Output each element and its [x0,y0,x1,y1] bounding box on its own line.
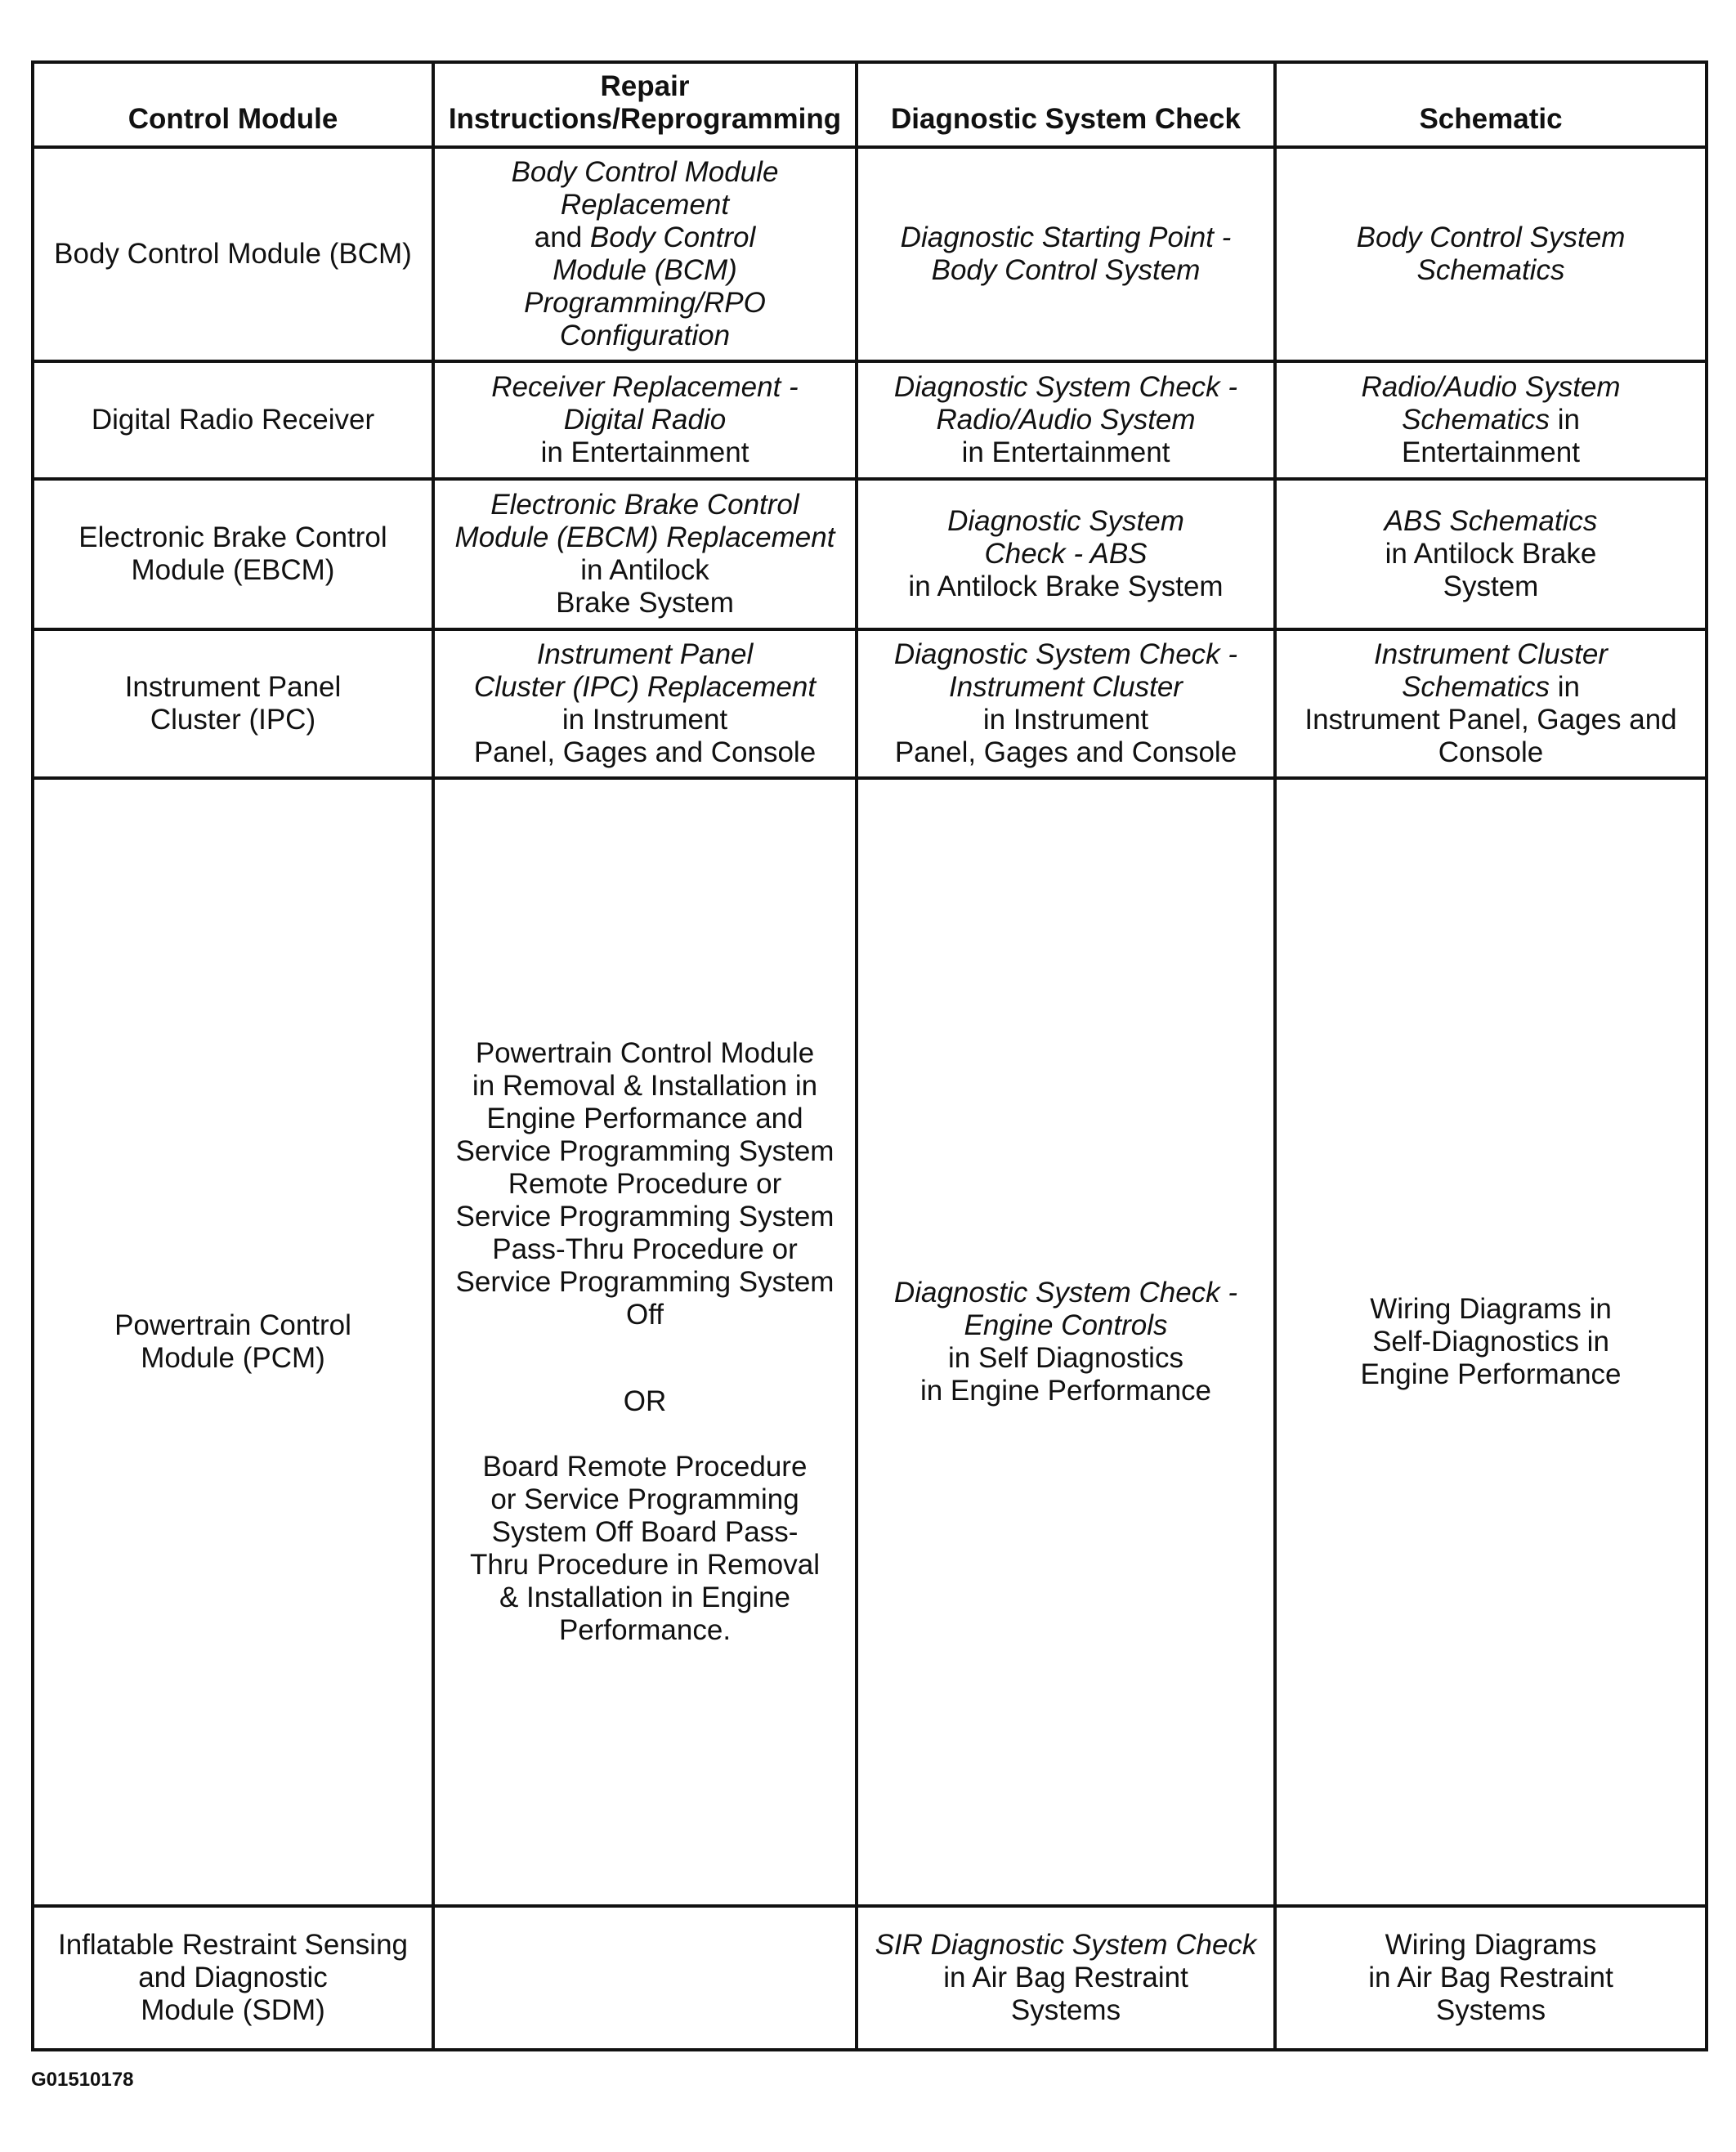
cell-diag [857,147,1275,361]
cell-module [33,361,433,479]
cell-text-line [446,371,843,404]
reference-text: Diagnostic System Check - [893,371,1238,403]
cell-text-line [870,1962,1262,1994]
module-name-line: Powertrain Control [114,1309,351,1341]
plain-text: OR [623,1385,667,1417]
plain-text: in Antilock Brake System [908,570,1224,602]
reference-text: Module (EBCM) Replacement [454,521,835,553]
reference-text: SIR Diagnostic System Check [875,1929,1257,1961]
cell-text-line [446,156,843,189]
cell-text-line [446,1103,843,1135]
cell-text-line [446,521,843,554]
cell-text-line [870,436,1262,469]
cell-text-line [446,221,843,254]
cell-schematic [1275,147,1707,361]
header-control-module: Control Module [33,62,433,147]
reference-text: Body Control Module [511,156,779,188]
reference-text: Cluster (IPC) Replacement [473,671,817,703]
plain-text: Self-Diagnostics in [1372,1326,1609,1358]
plain-text: and [534,221,590,253]
cell-diag [857,1906,1275,2050]
cell-repair [433,778,857,1906]
cell-text-line [446,1614,843,1647]
plain-text: Remote Procedure or [508,1168,782,1200]
plain-text: Brake System [556,587,734,619]
cell-text-line [1288,638,1693,671]
cell-text-line [446,1385,843,1418]
cell-text-line [446,1070,843,1103]
cell-text-line [1288,254,1693,287]
cell-diag [857,629,1275,778]
cell-text-line [870,1342,1262,1375]
module-name-line: Module (PCM) [141,1342,325,1374]
cell-repair [433,361,857,479]
cell-module [33,1906,433,2050]
plain-text: Entertainment [1402,436,1580,468]
reference-text: Diagnostic System Check - [893,1277,1238,1309]
cell-text-line [1288,538,1693,570]
table-row [33,147,1707,361]
cell-text-line [446,1266,843,1299]
module-name-line: Instrument Panel [124,671,342,703]
cell-text-line [446,320,843,352]
reference-text: Configuration [559,320,731,351]
cell-text-line [446,436,843,469]
plain-text: Thru Procedure in Removal [470,1549,820,1581]
cell-text-line [446,1483,843,1516]
cell-text-line [446,1582,843,1614]
plain-text: Console [1438,736,1544,768]
cell-text-line [446,1201,843,1233]
cell-text-line [1288,436,1693,469]
cell-text-line [870,638,1262,671]
table-row [33,629,1707,778]
plain-text: Service Programming System [455,1266,834,1298]
table-row [33,479,1707,629]
header-row [33,62,1707,147]
cell-text-line [870,221,1262,254]
cell-text-line [1288,404,1693,436]
cell-schematic [1275,479,1707,629]
module-name-line: Inflatable Restraint Sensing [57,1929,409,1961]
cell-text-line [446,587,843,620]
reference-text: Instrument Cluster [1374,638,1608,670]
table-row [33,778,1707,1906]
plain-text: in Entertainment [540,436,749,468]
figure-id: G01510178 [31,2069,134,2091]
plain-text: in [1549,404,1580,436]
plain-text: & Installation in Engine [499,1582,791,1613]
plain-text: in Removal & Installation in [472,1070,818,1102]
control-module-table [31,60,1708,2051]
module-name-line: Digital Radio Receiver [91,404,375,436]
cell-text-line [446,1135,843,1168]
plain-text: Performance. [558,1614,732,1646]
cell-text-line [870,1929,1262,1962]
cell-module [33,479,433,629]
reference-text: Instrument Panel [536,638,754,670]
reference-text: Electronic Brake Control [490,489,799,521]
cell-text-line [1288,736,1693,769]
plain-text: Wiring Diagrams in [1370,1293,1612,1325]
plain-text: Service Programming System [455,1135,834,1167]
cell-repair [433,1906,857,2050]
plain-text: Board Remote Procedure [482,1451,808,1483]
reference-text: Instrument Cluster [949,671,1183,703]
cell-text-line [1288,704,1693,736]
spacer [446,1418,843,1451]
reference-text: ABS Schematics [1384,505,1598,537]
plain-text: in Instrument [562,704,728,736]
cell-text-line [870,371,1262,404]
cell-text-line [1288,1994,1693,2027]
cell-text-line [446,1233,843,1266]
cell-text-line [446,1549,843,1582]
reference-text: Body Control System [1356,221,1626,253]
reference-text: Radio/Audio System [936,404,1196,436]
cell-text-line [870,254,1262,287]
cell-text-line [1288,1929,1693,1962]
cell-module [33,629,433,778]
cell-text-line [446,189,843,221]
cell-text-line [1288,1962,1693,1994]
reference-text: Receiver Replacement - [491,371,799,403]
cell-schematic [1275,778,1707,1906]
cell-text-line [446,404,843,436]
cell-text-line [446,704,843,736]
cell-text-line [446,1451,843,1483]
plain-text: in Air Bag Restraint [943,1962,1188,1993]
cell-text-line [870,1309,1262,1342]
module-name-line: Electronic Brake Control [78,521,387,553]
cell-text-line [870,570,1262,603]
cell-text-line [870,1277,1262,1309]
plain-text: in [1549,671,1580,703]
cell-text-line [870,505,1262,538]
module-name-line: Cluster (IPC) [150,704,316,736]
plain-text: Service Programming System [455,1201,834,1233]
cell-text-line [446,1037,843,1070]
table-row [33,1906,1707,2050]
plain-text: Engine Performance [1360,1358,1622,1390]
cell-repair [433,479,857,629]
cell-text-line [870,671,1262,704]
cell-module [33,778,433,1906]
header-schematic: Schematic [1275,62,1707,147]
module-name-line: Module (EBCM) [131,554,335,586]
cell-text-line [446,1299,843,1331]
plain-text: Wiring Diagrams [1385,1929,1597,1961]
reference-text: Replacement [560,189,730,221]
reference-text: Body Control [589,221,756,253]
plain-text: or Service Programming [490,1483,799,1515]
plain-text: in Instrument [982,704,1149,736]
reference-text: Body Control System [931,254,1201,286]
cell-text-line [446,671,843,704]
plain-text: Engine Performance and [486,1103,803,1134]
cell-text-line [446,638,843,671]
cell-text-line [870,1994,1262,2027]
cell-text-line [870,404,1262,436]
plain-text: System [1443,570,1539,602]
header-diagnostic-system-check: Diagnostic System Check [857,62,1275,147]
cell-text-line [446,287,843,320]
cell-text-line [1288,505,1693,538]
module-name-line: Body Control Module (BCM) [54,238,412,270]
cell-diag [857,361,1275,479]
reference-text: Check - ABS [984,538,1148,570]
module-name-line: and Diagnostic [138,1962,328,1993]
reference-text: Digital Radio [563,404,727,436]
cell-text-line [446,736,843,769]
table-row [33,361,1707,479]
cell-text-line [1288,221,1693,254]
cell-repair [433,629,857,778]
reference-text: Diagnostic Starting Point - [900,221,1232,253]
reference-text: Schematics [1416,254,1565,286]
cell-module [33,147,433,361]
cell-text-line [446,554,843,587]
cell-repair [433,147,857,361]
cell-diag [857,479,1275,629]
plain-text: Off [625,1299,664,1331]
reference-text: Engine Controls [964,1309,1168,1341]
plain-text: in Antilock [580,554,709,586]
plain-text: in Engine Performance [919,1375,1212,1407]
reference-text: Schematics [1402,404,1550,436]
cell-diag [857,778,1275,1906]
plain-text: Systems [1435,1994,1546,2026]
cell-text-line [1288,671,1693,704]
plain-text: System Off Board Pass- [491,1516,799,1548]
cell-text-line [870,736,1262,769]
reference-text: Diagnostic System Check - [893,638,1238,670]
cell-text-line [446,1168,843,1201]
cell-text-line [1288,1293,1693,1326]
cell-schematic [1275,629,1707,778]
cell-schematic [1275,1906,1707,2050]
cell-text-line [446,489,843,521]
reference-text: Module (BCM) [553,254,737,286]
plain-text: Systems [1010,1994,1121,2026]
plain-text: Powertrain Control Module [475,1037,815,1069]
plain-text: Instrument Panel, Gages and [1304,704,1677,736]
plain-text: Pass-Thru Procedure or [492,1233,798,1265]
reference-text: Diagnostic System [947,505,1184,537]
reference-text: Radio/Audio System [1361,371,1621,403]
header-repair-instructions: Repair Instructions/Reprogramming [433,62,857,147]
cell-schematic [1275,361,1707,479]
plain-text: Panel, Gages and Console [894,736,1237,768]
cell-text-line [870,538,1262,570]
cell-text-line [870,1375,1262,1407]
spacer [446,1331,843,1385]
plain-text: in Antilock Brake [1385,538,1597,570]
cell-text-line [1288,1326,1693,1358]
cell-text-line [870,704,1262,736]
plain-text: in Entertainment [961,436,1170,468]
plain-text: in Air Bag Restraint [1368,1962,1613,1993]
cell-text-line [446,1516,843,1549]
plain-text: Panel, Gages and Console [473,736,817,768]
cell-text-line [446,254,843,287]
reference-text: Schematics [1402,671,1550,703]
module-name-line: Module (SDM) [141,1994,325,2026]
plain-text: in Self Diagnostics [948,1342,1183,1374]
cell-text-line [1288,570,1693,603]
cell-text-line [1288,1358,1693,1391]
cell-text-line [1288,371,1693,404]
reference-text: Programming/RPO [524,287,766,319]
